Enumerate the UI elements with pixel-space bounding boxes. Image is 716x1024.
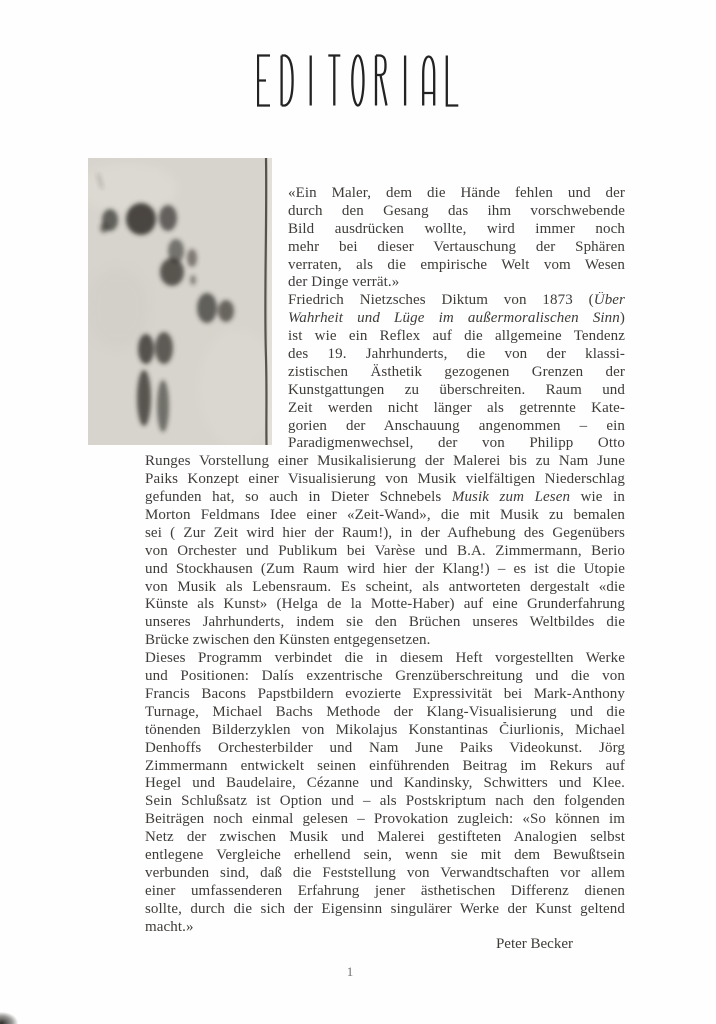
text-line: sollte, durch die sich der Eigensinn singulärer Werke der Kunst geltend bbox=[145, 900, 625, 917]
page-title bbox=[257, 54, 459, 108]
text-line: «Ein Maler, dem die Hände fehlen und der bbox=[288, 185, 625, 201]
text-line: Wahrheit und Lüge im außermoralischen Sinn) bbox=[288, 310, 625, 327]
text-line: Sein Schlußsatz ist Option und – als Postskriptum nach den folgenden bbox=[145, 793, 625, 810]
text-line: Hegel und Baudelaire, Cézanne und Kandinsky, Schwitters und Klee. bbox=[145, 775, 625, 792]
text-line: Zimmermann entwickelt seinen einführenden Beitrag im Rekurs auf bbox=[145, 757, 625, 774]
text-line: von Musik als Lebensraum. Es scheint, als antworteten dergestalt «die bbox=[145, 578, 625, 595]
text-line: Paradigmenwechsel, der von Philipp Otto bbox=[288, 435, 625, 452]
text-line: mehr bei dieser Vertauschung der Sphären bbox=[288, 238, 625, 255]
text-line: und Positionen: Dalís exzentrische Grenzüberschreitung und die von bbox=[145, 668, 625, 685]
text-line: verraten, als die empirische Welt vom Wesen bbox=[288, 256, 625, 273]
text-line: Netz der zwischen Musik und Malerei gestifteten Analogien selbst bbox=[145, 829, 625, 846]
text-line: ist wie ein Reflex auf die allgemeine Tendenz bbox=[288, 328, 625, 345]
editorial-title-lettering bbox=[257, 54, 459, 108]
text-line: Zeit werden nicht länger als getrennte Kate- bbox=[288, 399, 625, 416]
text-line: gefunden hat, so auch in Dieter Schnebels Musik zum Lesen wie in bbox=[145, 489, 625, 506]
text-line: macht.» bbox=[145, 918, 194, 935]
text-line: Paiks Konzept einer Visualisierung von Musik vielfältigen Niederschlag bbox=[145, 471, 625, 488]
body-text bbox=[0, 185, 716, 954]
text-line: Dieses Programm verbindet die in diesem Heft vorgestellten Werke bbox=[145, 650, 625, 667]
text-line: von Orchester und Publikum bei Varèse und B.A. Zimmermann, Berio bbox=[145, 542, 625, 559]
text-line: verbunden sind, daß die Feststellung von Verwandtschaften vor allem bbox=[145, 864, 625, 881]
text-line: Bild ausdrücken wollte, wird immer noch bbox=[288, 220, 625, 237]
text-line: Friedrich Nietzsches Diktum von 1873 (Über bbox=[288, 292, 625, 309]
text-line: Kunstgattungen zu überschreiten. Raum und bbox=[288, 381, 625, 398]
text-line: Turnage, Michael Bachs Methode der Klang-Visualisierung und die bbox=[145, 703, 625, 720]
text-line: Runges Vorstellung einer Musikalisierung der Malerei bis zu Nam June bbox=[145, 453, 625, 470]
text-line: tönenden Bilderzyklen von Mikolajus Konstantinas Čiurlionis, Michael bbox=[145, 721, 625, 738]
image-wrap-spacer bbox=[145, 185, 288, 445]
text-line: der Dinge verrät.» bbox=[288, 274, 400, 291]
text-line: Francis Bacons Papstbildern evozierte Expressivität bei Mark-Anthony bbox=[145, 685, 625, 702]
page-number: 1 bbox=[346, 965, 354, 979]
text-line: unseres Jahrhunderts, indem sie den Brüchen unseres Weltbildes die bbox=[145, 614, 625, 631]
text-line: Beiträgen noch einmal gelesen – Provokation zugleich: «So können im bbox=[145, 811, 625, 828]
text-line: entlegene Vergleiche erhellend sein, wenn sie mit dem Bewußtsein bbox=[145, 846, 625, 863]
text-line: einer umfassenderen Erfahrung jener ästhetischen Differenz dienen bbox=[145, 882, 625, 899]
text-line: zistischen Ästhetik gezogenen Grenzen der bbox=[288, 363, 625, 380]
text-line: sei ( Zur Zeit wird hier der Raum!), in der Aufhebung des Gegenübers bbox=[145, 524, 625, 541]
text-line: und Stockhausen (Zum Raum wird hier der Klang!) – es ist die Utopie bbox=[145, 560, 625, 577]
corner-smudge-artifact bbox=[0, 1012, 18, 1024]
text-line: Brücke zwischen den Künsten entgegensetzen. bbox=[145, 632, 431, 649]
text-line: Künste als Kunst» (Helga de la Motte-Haber) auf eine Grunderfahrung bbox=[145, 596, 625, 613]
text-line: gorien der Anschauung angenommen – ein bbox=[288, 417, 625, 434]
text-line: Morton Feldmans Idee einer «Zeit-Wand», die mit Musik zu bemalen bbox=[145, 507, 625, 524]
signature: Peter Becker bbox=[495, 936, 573, 953]
text-line: Denhoffs Orchesterbilder und Nam June Paiks Videokunst. Jörg bbox=[145, 739, 625, 756]
text-line: des 19. Jahrhunderts, die von der klassi- bbox=[288, 346, 625, 363]
text-line: durch den Gesang das ihm vorschwebende bbox=[288, 202, 625, 219]
